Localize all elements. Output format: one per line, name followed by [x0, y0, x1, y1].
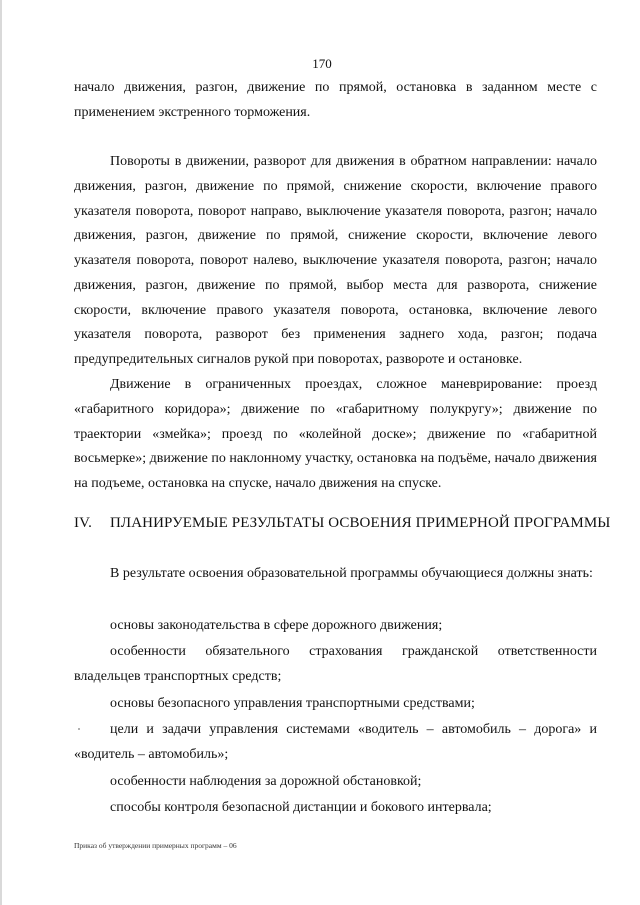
- paragraph-maneuvering: Движение в ограниченных проездах, сложное маневрирование: проезд «габаритного коридора»; движение по «габаритному полукругу»; движение по траектории «змейка»; проезд по «колейной доске»; движение по «габаритной восьмерке»; движение по наклонному участку, остановка на подъёме, начало движения на подъеме, остановка на спуске, начало движения на спуске.: [74, 377, 597, 491]
- page-number: 170: [312, 56, 332, 71]
- list-item: основы законодательства в сфере дорожного движения;: [110, 618, 443, 633]
- list-item: способы контроля безопасной дистанции и бокового интервала;: [110, 800, 492, 815]
- list-item: цели и задачи управления системами «водитель – автомобиль – дорога» и «водитель – автомобиль»;: [74, 722, 597, 762]
- footer-note: Приказ об утверждении примерных программ – 06: [74, 841, 237, 850]
- section-number: IV.: [74, 515, 92, 531]
- paragraph-continuation: начало движения, разгон, движение по прямой, остановка в заданном месте с применением экстренного торможения.: [74, 80, 597, 120]
- section-title: ПЛАНИРУЕМЫЕ РЕЗУЛЬТАТЫ ОСВОЕНИЯ ПРИМЕРНОЙ ПРОГРАММЫ: [110, 515, 611, 531]
- list-item: основы безопасного управления транспортными средствами;: [110, 696, 475, 711]
- paragraph-turns: Повороты в движении, разворот для движения в обратном направлении: начало движения, разгон, движение по прямой, снижение скорости, включение правого указателя поворота, поворот направо, выключение указателя поворота, разгон; начало движения, разгон, движение по прямой, снижение скорости, включение левого указателя поворота, поворот налево, выключение указателя поворота, разгон; начало движения, разгон, движение по прямой, выбор места для разворота, снижение скорости, включение правого указателя поворота, остановка, включение левого указателя поворота, разворот без применения заднего хода, разгон; подача предупредительных сигналов рукой при поворотах, развороте и остановке.: [74, 154, 597, 367]
- intro-paragraph: В результате освоения образовательной программы обучающиеся должны знать:: [110, 566, 593, 581]
- list-item: особенности наблюдения за дорожной обстановкой;: [110, 774, 422, 789]
- scan-speck: [78, 728, 80, 730]
- list-item: особенности обязательного страхования гражданской ответственности владельцев транспортных средств;: [74, 644, 597, 684]
- section-heading: [74, 515, 611, 532]
